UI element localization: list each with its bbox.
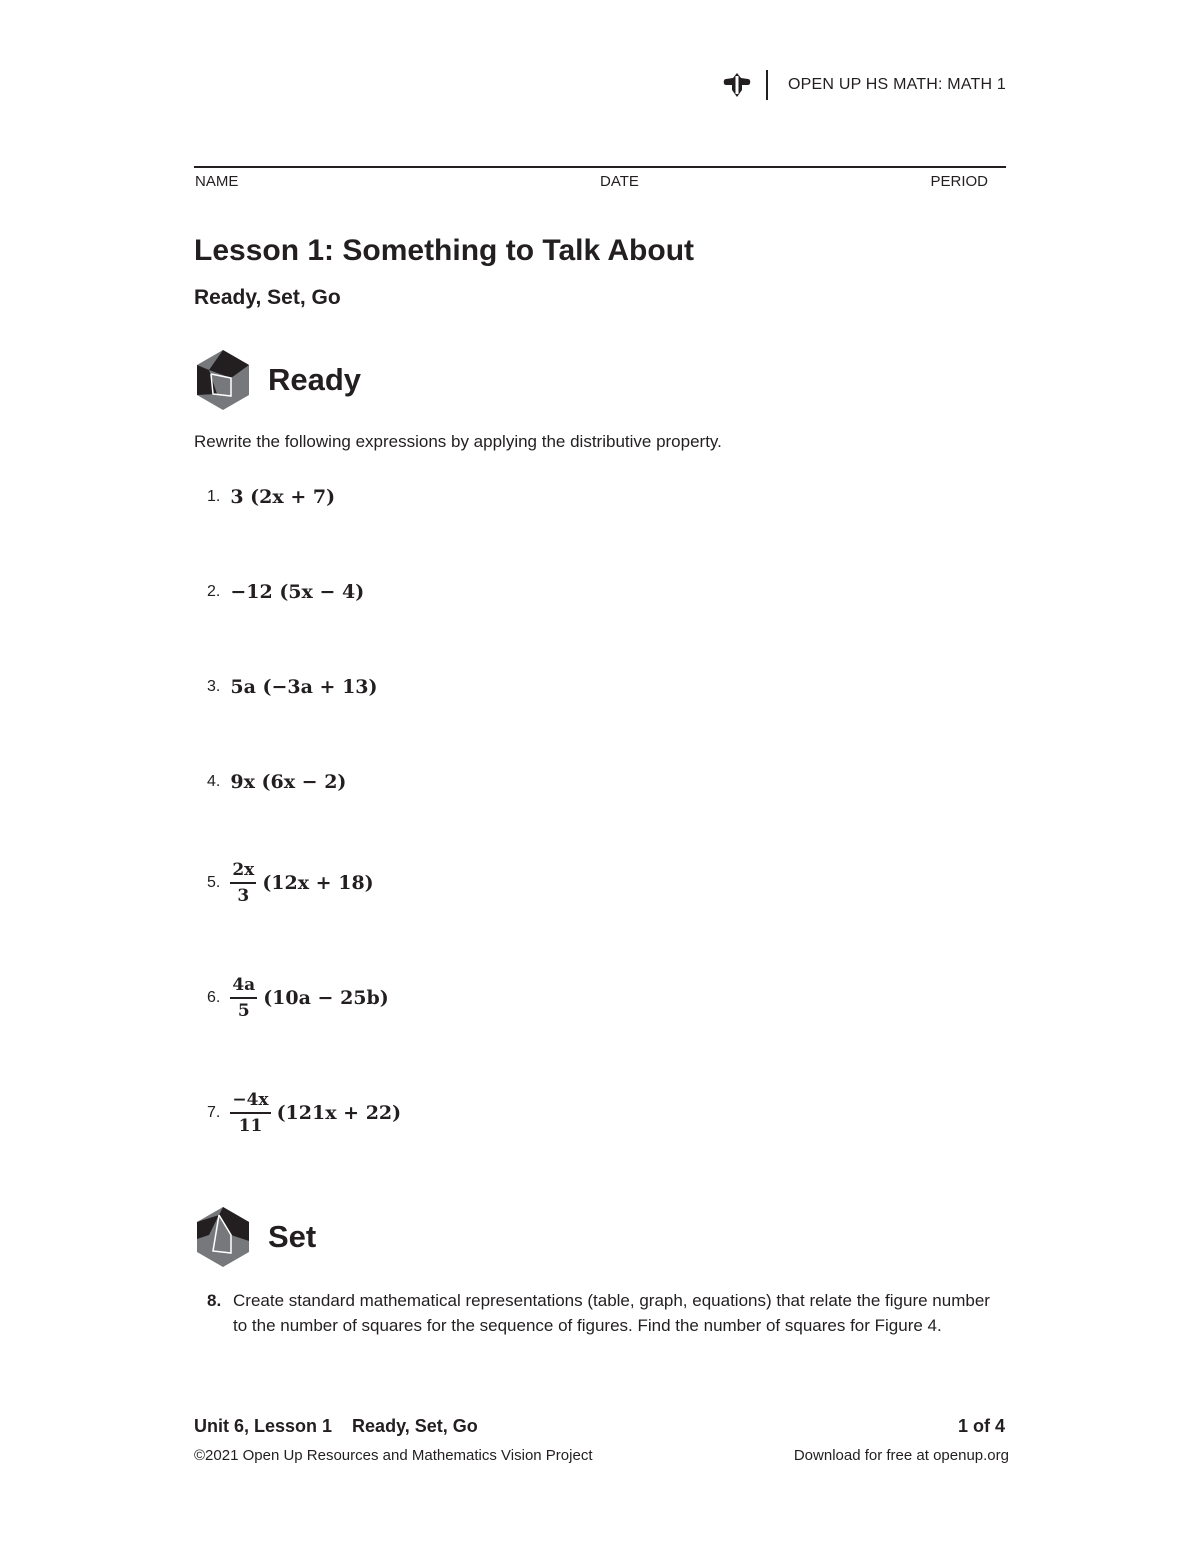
header-brand [722, 70, 1006, 100]
problem-number: 3. [207, 678, 221, 695]
problem-expression: (12x + 18) [262, 872, 374, 894]
problem-number: 7. [207, 1104, 221, 1121]
problem-2 [207, 581, 364, 603]
problem-number: 4. [207, 773, 221, 790]
header-divider [766, 70, 768, 100]
problem-expression: 3 (2x + 7) [230, 486, 336, 508]
problem-expression: 5a (−3a + 13) [230, 676, 378, 698]
fraction-bar [230, 1112, 270, 1114]
task-number: 8. [207, 1291, 222, 1310]
ready-heading: Ready [268, 362, 362, 397]
name-rule [194, 166, 1006, 168]
fraction-denominator: 11 [238, 1116, 263, 1136]
fraction-bar [230, 997, 257, 999]
problem-expression: −12 (5x − 4) [230, 581, 365, 603]
problem-number: 1. [207, 488, 221, 505]
ready-hexagon-icon [195, 348, 251, 412]
footer-lesson [194, 1416, 478, 1437]
lesson-subtitle: Ready, Set, Go [194, 286, 341, 309]
problem-6 [207, 975, 389, 1021]
fraction-denominator: 3 [237, 886, 250, 906]
fraction-bar [230, 882, 256, 884]
name-label: NAME [195, 173, 239, 190]
fraction [230, 860, 256, 906]
date-label: DATE [600, 173, 639, 190]
page-number: 1 of 4 [957, 1416, 1005, 1436]
problem-1 [207, 486, 335, 508]
problem-4 [207, 771, 346, 793]
problem-number: 5. [207, 874, 221, 891]
task-8 [207, 1288, 1007, 1338]
fraction-denominator: 5 [237, 1001, 250, 1021]
ready-instruction: Rewrite the following expressions by applying the distributive property. [194, 432, 722, 451]
task-text: Create standard mathematical representations (table, graph, equations) that relate the figure number to the number of squares for the sequence of figures. Find the number of squares for Figure 4. [233, 1291, 990, 1335]
set-hexagon-icon [195, 1205, 251, 1269]
footer-section: Ready, Set, Go [352, 1416, 478, 1436]
problem-expression: (121x + 22) [276, 1102, 402, 1124]
problem-number: 2. [207, 583, 221, 600]
problem-5 [207, 860, 374, 906]
problem-3 [207, 676, 378, 698]
problem-7 [207, 1090, 401, 1136]
footer-unit: Unit 6, Lesson 1 [194, 1416, 333, 1436]
fraction-numerator: −4x [232, 1090, 269, 1110]
period-label: PERIOD [930, 173, 988, 190]
problem-number: 6. [207, 989, 221, 1006]
set-heading: Set [268, 1219, 317, 1254]
course-title: OPEN UP HS MATH: MATH 1 [788, 76, 1006, 93]
fraction [230, 1090, 270, 1136]
lesson-title: Lesson 1: Something to Talk About [194, 234, 695, 267]
problem-expression: 9x (6x − 2) [230, 771, 347, 793]
fraction-numerator: 2x [232, 860, 255, 880]
download-link[interactable]: Download for free at openup.org [793, 1447, 1009, 1464]
problem-expression: (10a − 25b) [263, 987, 389, 1009]
fraction [230, 975, 257, 1021]
copyright-text: ©2021 Open Up Resources and Mathematics Vision Project [194, 1447, 593, 1464]
open-up-logo-icon [722, 70, 752, 100]
fraction-numerator: 4a [232, 975, 256, 995]
